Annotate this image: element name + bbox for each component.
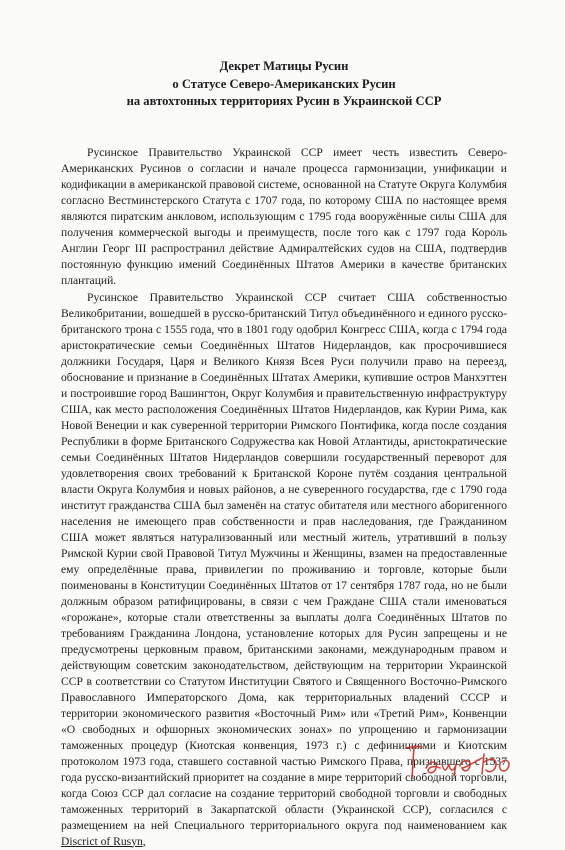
title-line-1: Декрет Матицы Русин: [219, 59, 349, 73]
title-line-2: о Статусе Северо-Американских Русин: [172, 76, 396, 91]
paragraph-2-text: Русинское Правительство Украинской ССР считает США собственностью Великобритании, вошедшей в русско-британский Титул объединённого и единого русско-британского трона с 1555 года, что в 1801 году одобрил Конгресс США, когда с 1794 года аристократические семьи Соединённых Штатов Нидерландов, как просрочившиеся должники Государя, Царя и Великого Князя Всея Руси получили право на переезд, обоснование и признание в Соединённых Штатах Америки, купившие остров Манхэттен и построившие город Вашингтон, Округ Колумбия и правительственную инфраструктуру США, как место расположения Соединённых Штатов Нидерландов, как Курии Рима, как Новой Венеции и как суверенной территории Римского Понтифика, когда после создания Республики в форме Британского Содружества как Новой Атлантиды, аристократические семьи Соединённых Штатов Нидерландов совершили государственный переворот для удовлетворения своих требований к Британской Короне путём создания центральной власти Округа Колумбия и новых районов, а не суверенного государства, где с 1790 года институт гражданства США был заменён на статус обитателя или местного аборигенного населения не имеющего прав собственности и прав наследования, где Гражданином США может являться натурализованный или местный житель, утративший в пользу Римской Курии свой Правовой Титул Мужчины и Женщины, взамен на предоставленные ему определённые права, привилегии по проживанию и торговле, которые были поименованы в Конституции Соединённых Штатов от 17 сентября 1787 года, но не были должным образом ратифицированы, в связи с чем Граждане США стали именоваться «горожане», которые стали ответственны за выплаты долга Соединённых Штатов по требованиям Гражданина Лондона, установление которых для Русин запрещены и не предусмотрены церковным правом, британскими законами, международным правом и действующим советским законодательством, действующим на территории Украинской ССР в соответствии со Статутом Институции Святого и Священного Восточно-Римского Православного Императорского Дома, как территориальных владений СССР и территории экономического развития «Восточный Рим» или «Третий Рим», Конвенции «О свободных и офшорных экономических зонах» по упрощению и гармонизации таможенных процедур (Киотская конвенция, 1973 г.) с дефинициями и Киотским протоколом 1973 года, ставшего составной частью Римского Права, признавшего с 1537 года русско-византийский приоритет на создание в мире территорий свободной торговли, когда Союз ССР дал согласие на создание территорий свободной торговли и свободных таможенных территорий в Закарпатской области (Украинской ССР), согласился с размещением на ней Специального территориального округа под наименованием как: [61, 290, 507, 832]
handwritten-signature: [400, 738, 515, 784]
document-title: [61, 58, 507, 111]
title-line-3: на автохтонных территориях Русин в Украинской ССР: [126, 94, 442, 108]
paragraph-1: Русинское Правительство Украинской ССР имеет честь известить Северо-Американских Русинов о согласии и начале процесса гармонизации, унификации и кодификации в американской правовой системе, основанной на Статуте Округа Колумбия согласно Вестминстерского Статута с 1707 года, по которому США по настоящее время являются пиратским анкловом, использующим с 1795 года вооружённые силы США для получения коммерческой выгоды и преимуществ, после того как с 1797 года Король Англии Георг III распространил действие Адмиралтейских судов на США, подтвердив постоянную функцию имений Соединённых Штатов Америки в качестве британских плантаций.: [61, 145, 507, 287]
paragraph-2-underlined-text: Discrict of Rusyn,: [61, 834, 146, 848]
